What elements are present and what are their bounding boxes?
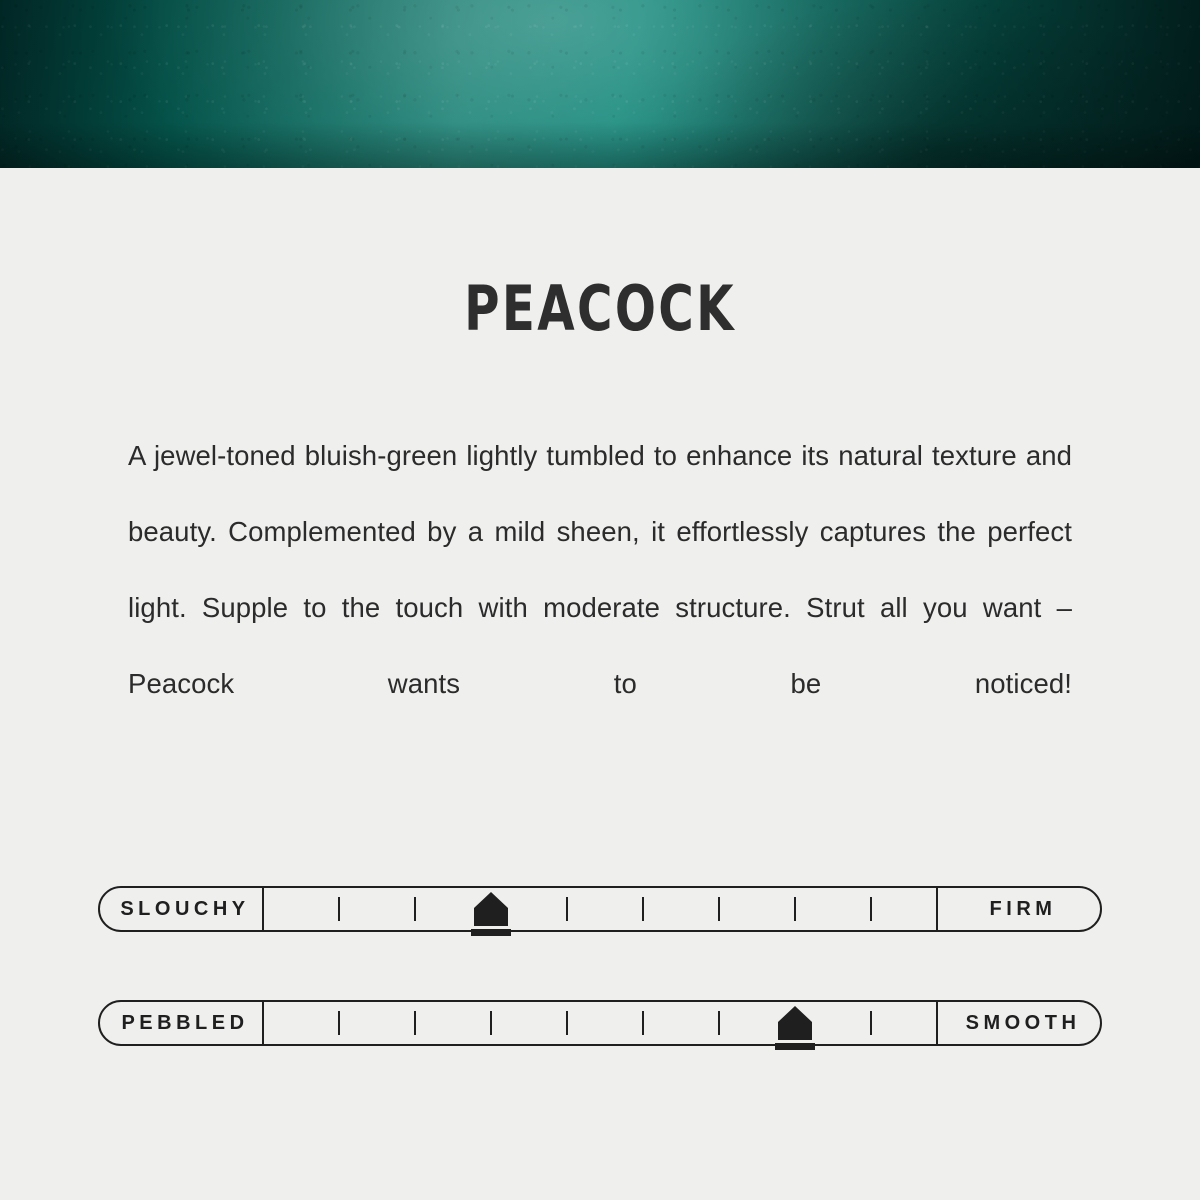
slider-right-label: FIRM xyxy=(936,886,1102,932)
tick-mark xyxy=(870,1011,872,1035)
tick-mark xyxy=(414,897,416,921)
tick-mark xyxy=(490,1011,492,1035)
tick-mark xyxy=(870,897,872,921)
tick-mark xyxy=(642,1011,644,1035)
attribute-scales xyxy=(98,886,1102,1114)
slider-structure[interactable] xyxy=(98,886,1102,934)
content-area xyxy=(0,168,1200,1200)
tick-mark xyxy=(338,1011,340,1035)
slider-ticks xyxy=(264,1000,936,1046)
tick-mark xyxy=(718,897,720,921)
slider-marker[interactable] xyxy=(775,1006,815,1050)
marker-body xyxy=(474,908,508,926)
swatch-bottom-shadow xyxy=(0,122,1200,168)
tick-mark xyxy=(566,897,568,921)
marker-pin-icon xyxy=(474,892,508,908)
tick-mark xyxy=(794,897,796,921)
slider-ticks xyxy=(264,886,936,932)
tick-mark xyxy=(338,897,340,921)
tick-mark xyxy=(642,897,644,921)
slider-right-label: SMOOTH xyxy=(936,1000,1102,1046)
marker-pin-icon xyxy=(778,1006,812,1022)
page-title: PEACOCK xyxy=(464,272,736,345)
marker-base xyxy=(471,929,511,936)
slider-texture[interactable] xyxy=(98,1000,1102,1048)
tick-mark xyxy=(718,1011,720,1035)
slider-left-label: PEBBLED xyxy=(98,1000,264,1046)
tick-mark xyxy=(414,1011,416,1035)
tick-mark xyxy=(566,1011,568,1035)
slider-left-label: SLOUCHY xyxy=(98,886,264,932)
slider-marker[interactable] xyxy=(471,892,511,936)
leather-swatch-banner xyxy=(0,0,1200,168)
marker-base xyxy=(775,1043,815,1050)
marker-body xyxy=(778,1022,812,1040)
description-text: A jewel-toned bluish-green lightly tumbled to enhance its natural texture and beauty. Complemented by a mild sheen, it effortlessly captures the perfect light. Supple to the touch with moderate structure. Strut all you want – Peacock wants to be noticed! xyxy=(128,440,1072,699)
